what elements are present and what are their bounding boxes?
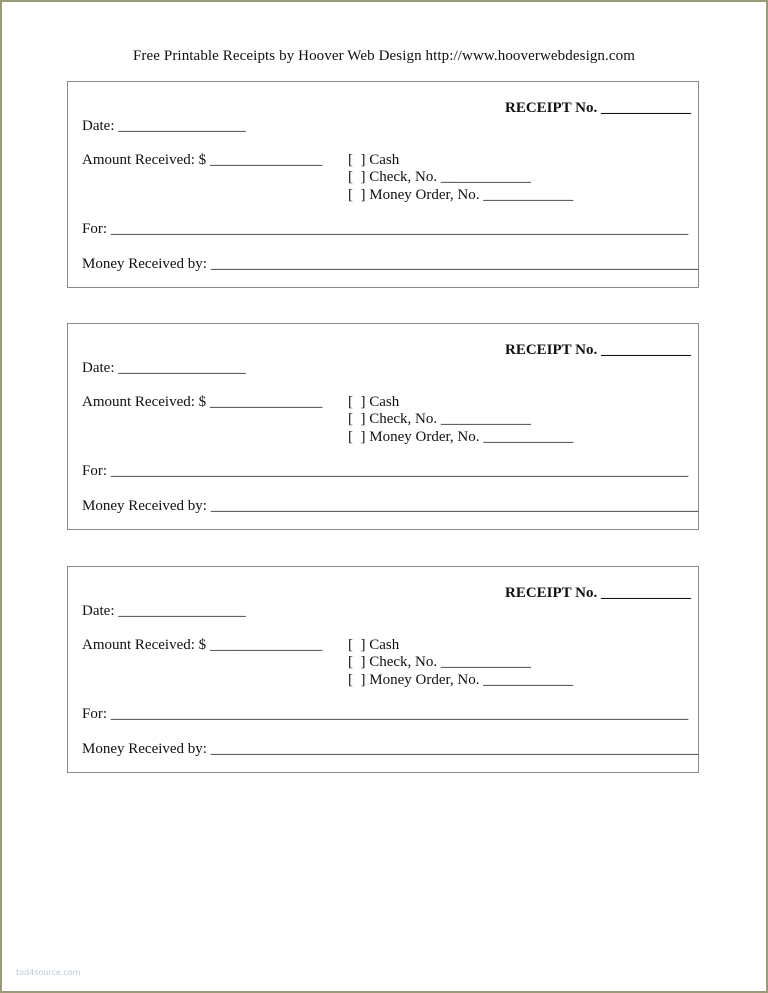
payment-option-cash: [ ] Cash [348,394,400,410]
receipt-number-label: RECEIPT No. ____________ [505,585,691,601]
for-field: For: _____________________________________________________________________________ [82,463,689,479]
payment-option-money-order: [ ] Money Order, No. ____________ [348,429,574,445]
document-header: Free Printable Receipts by Hoover Web Design http://www.hooverwebdesign.com [132,48,636,64]
payment-option-check: [ ] Check, No. ____________ [348,411,531,427]
date-field: Date: _________________ [82,360,246,376]
receipt-number-label: RECEIPT No. ____________ [505,100,691,116]
amount-received-field: Amount Received: $ _______________ [82,152,323,168]
money-received-by-field: Money Received by: _________________________________________________________________ [82,256,699,272]
date-field: Date: _________________ [82,603,246,619]
receipt-form-1 [67,81,699,288]
for-field: For: _____________________________________________________________________________ [82,706,689,722]
amount-received-field: Amount Received: $ _______________ [82,637,323,653]
payment-option-cash: [ ] Cash [348,637,400,653]
payment-option-cash: [ ] Cash [348,152,400,168]
receipt-form-3 [67,566,699,773]
money-received-by-field: Money Received by: _________________________________________________________________ [82,741,699,757]
payment-option-money-order: [ ] Money Order, No. ____________ [348,672,574,688]
payment-option-check: [ ] Check, No. ____________ [348,654,531,670]
amount-received-field: Amount Received: $ _______________ [82,394,323,410]
date-field: Date: _________________ [82,118,246,134]
watermark-text: tod4source.com [16,968,81,977]
payment-option-money-order: [ ] Money Order, No. ____________ [348,187,574,203]
for-field: For: _____________________________________________________________________________ [82,221,689,237]
receipt-form-2 [67,323,699,530]
payment-option-check: [ ] Check, No. ____________ [348,169,531,185]
money-received-by-field: Money Received by: _________________________________________________________________ [82,498,699,514]
receipt-number-label: RECEIPT No. ____________ [505,342,691,358]
